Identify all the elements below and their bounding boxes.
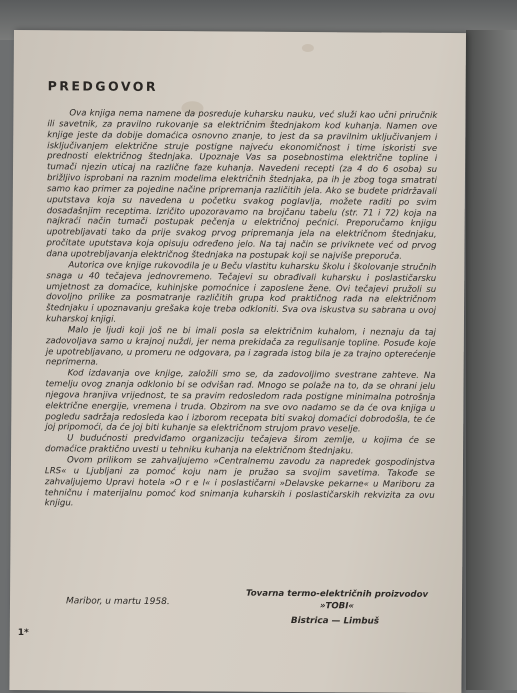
page-number: 1* xyxy=(17,628,29,639)
page-stain xyxy=(302,44,314,52)
company-signature xyxy=(232,588,442,613)
book-page xyxy=(9,30,466,693)
page-title: PREDGOVOR xyxy=(47,78,159,95)
background-right-edge xyxy=(466,30,517,690)
paragraph: Autorica ove knjige rukovodila je u Beču vlastitu kuharsku školu i školovanje stručnih snaga u 40 tečajeva jednovremeno. Tečajevi su obrađivali kuharsku i poslastičarsku umjetnost za domaćice, kuhinjske pomoćnice i zaposlene žene. Ovi tečajevi pružoli su dovoljno prilike za posmatranje različitih grupa kod praktičnog rada na električnom štednjaku i upoznavanju grešaka koje treba odkloniti. Sva ova iskustva su sabrana u ovoj kuharskoj knjigi. xyxy=(45,260,437,325)
preface-body xyxy=(45,108,438,512)
company-location: Bistrica — Limbuš xyxy=(290,615,380,627)
paragraph: Ovom prilikom se zahvaljujemo »Centralnemu zavodu za napredek gospodinjstva LRS« u Ljubljani za pomoć koju nam je pružao sa svojim savetima. Takođe se zahvaljujemo Upravi hotela »O r e l« i poslastičarni »Delavske pekarne« u Mariboru za tehničnu i materijalnu pomoć kod snimanja kuharskih i poslastičarskih rekvizita za ovu knjigu. xyxy=(44,455,436,509)
paragraph: Kod izdavanja ove knjige, založili smo se, da zadovoljimo svestrane zahteve. Na temelju ovog znanja odklonio bi se odvišan rad. Mnogo se polaže na to, da se ohrani jelu njegova hranjiva vrijednost, te sa pravim redosledom rada postigne minimalna potrošnja električne energije, vremena i truda. Obzirom na sve ovo nadamo se da će ova knjiga u pogledu sadržaja redosleda kao i izborom recepata biti svakoj domaćici dobrodošla, te će joj pripomoći, da će joj biti kuhanje sa električnom strujom pravo veselje. xyxy=(45,368,436,435)
paragraph: Ova knjiga nema namene da posreduje kuharsku nauku, već služi kao učni priručnik ili savetnik, za pravilno rukovanje sa električnim štednjakom kod kuhanja. Namen ove knjige jeste da dobije domaćica osnovno znanje, to jest da sa pravilnim uključivanjem i isključivanjem električne struje postigne najveću ekonomičnost i time iskoristi sve prednosti električnog štednjaka. Upoznaje Vas sa posebnostima električne topline i tumači njezin uticaj na različne faze kuhanja. Navedeni recepti (za 4 do 6 osoba) su brižljivo isprobani na raznim modelima električnih štednjaka, pa ih je zbog toga smatrati samo kao primer za pojedine načine pripremanja različitih jela. Ako se budete pridržavali uputstava koja su navedena u početku svakog poglavlja, možete raditi po svim dosadašnjim receptima. Izričito upozoravamo na brojčanu tabelu (str. 71 i 72) koja na najkraći način tumači postupak pečenja u električnoj pećnici. Preporučamo knjigu upotrebljavati tako da prije svakog prvog pripremanja jela na električnom štednjaku, pročitate uputstava koja opisuju određeno jelo. Na taj način se priviknete već od prvog dana upotrebljavanja električnog štednjaka na postupak koji se najviše preporuča. xyxy=(46,108,438,262)
paragraph: Malo je ljudi koji još ne bi imali posla sa električnim kuhalom, i neznaju da taj zadovoljava samo u krajnoj nuždi, jer nema prekidača za regulisanje topline. Posuđe koje je upotrebljavano, u promeru ne odgovara, pa i zagrada istog bila je za trajno opterećenje neprimerna. xyxy=(45,325,436,369)
company-brand: »TOBI« xyxy=(319,601,355,612)
paragraph: U budućnosti predviđamo organizaciju tečajeva širom zemlje, u kojima će se domaćice praktično uvesti u tehniku kuhanja na električnom štednjaku. xyxy=(45,433,436,457)
company-name: Tovarna termo-električnih proizvodov xyxy=(245,588,429,600)
place-date: Maribor, u martu 1958. xyxy=(65,596,170,608)
